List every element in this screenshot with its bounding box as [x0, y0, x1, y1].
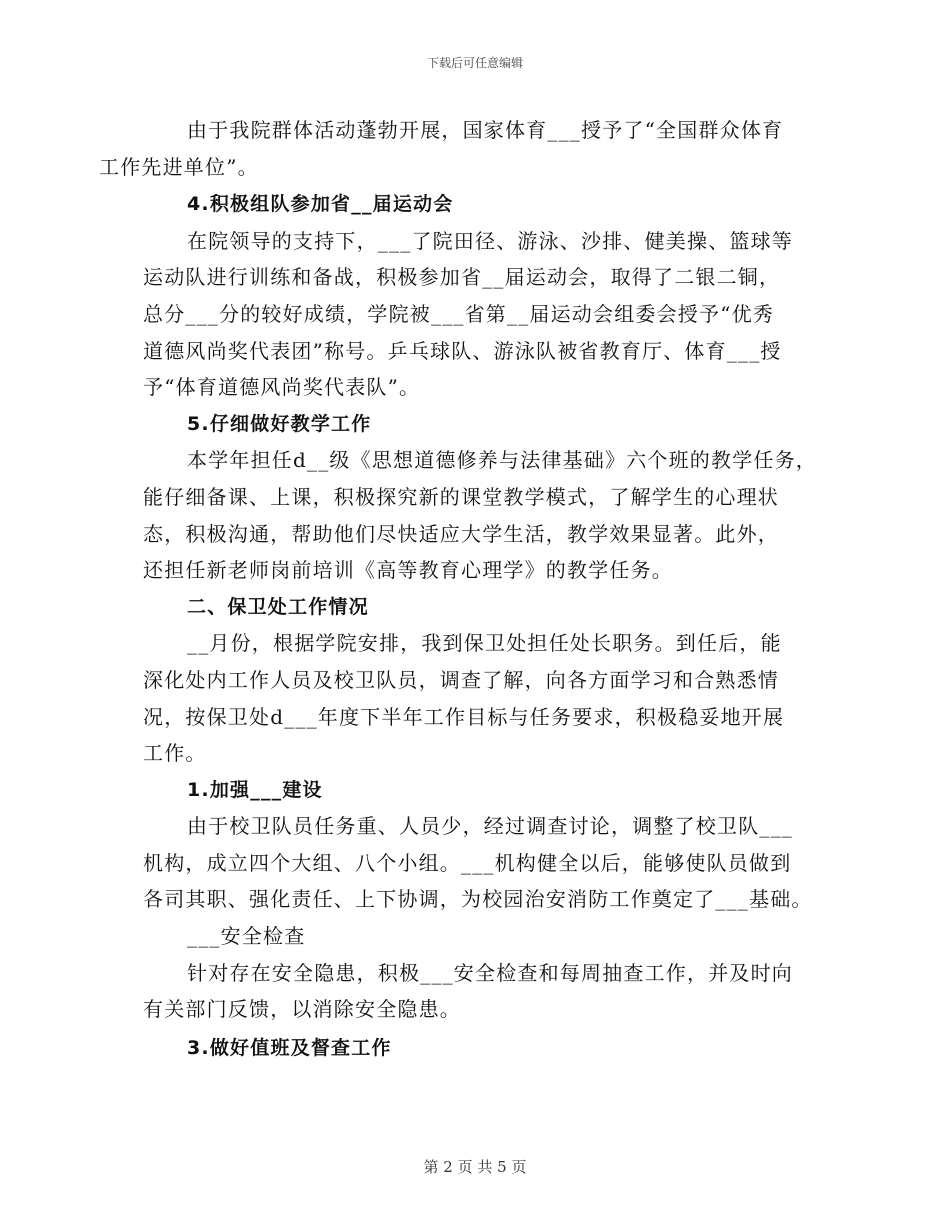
text-line: 道德风尚奖代表团”称号。乒乓球队、游泳队被省教育厅、体育___授: [143, 338, 782, 363]
text-line: 运动队进行训练和备战，积极参加省__届运动会，取得了二银二铜，: [143, 265, 781, 290]
heading-text: 1.加强___建设: [187, 778, 323, 801]
section-heading-1: [143, 772, 823, 809]
paragraph-5: [143, 808, 823, 918]
text-line: 工作先进单位”。: [99, 154, 259, 179]
text-line: ___安全检查: [187, 924, 306, 949]
paragraph-1: [99, 112, 823, 185]
text-line: 机构，成立四个大组、八个小组。___机构健全以后，能够使队员做到: [143, 850, 792, 875]
text-line: 工作。: [143, 741, 207, 766]
text-line: 针对存在安全隐患，积极___安全检查和每周抽查工作，并及时向: [187, 960, 793, 985]
text-line: 能仔细备课、上课，积极探究新的课堂教学模式，了解学生的心理状: [143, 484, 779, 509]
text-line: 各司其职、强化责任、上下协调，为校园治安消防工作奠定了___基础。: [143, 887, 813, 912]
text-line: 由于我院群体活动蓬勃开展，国家体育___授予了“全国群众体育: [187, 118, 784, 142]
heading-text: 二、保卫处工作情况: [187, 595, 369, 618]
text-line: 总分___分的较好成绩，学院被___省第__届运动会组委会授予“优秀: [143, 301, 775, 326]
text-line: 由于校卫队员任务重、人员少，经过调查讨论，调整了校卫队___: [187, 814, 793, 839]
text-line: 本学年担任d__级《思想道德修养与法律基础》六个班的教学任务，: [187, 448, 818, 473]
paragraph-3: [143, 442, 823, 588]
paragraph-7: [143, 955, 823, 1028]
text-line: __月份，根据学院安排，我到保卫处担任处长职务。到任后，能: [187, 631, 782, 656]
page-number: 第 2 页 共 5 页: [423, 1158, 527, 1176]
paragraph-2: [143, 223, 823, 406]
paragraph-6: [143, 918, 823, 955]
section-heading-5: [143, 406, 823, 443]
text-line: 还担任新老师岗前培训《高等教育心理学》的教学任务。: [143, 558, 673, 583]
document-body: [99, 112, 823, 1066]
section-heading-3: [143, 1030, 823, 1067]
header-note: 下载后可任意编辑: [426, 56, 523, 70]
text-line: 况，按保卫处d___年度下半年工作目标与任务要求，积极稳妥地开展: [143, 704, 785, 729]
paragraph-4: [143, 625, 823, 771]
text-line: 予“体育道德风尚奖代表队”。: [143, 375, 421, 400]
heading-text: 4.积极组队参加省__届运动会: [187, 193, 454, 216]
text-line: 深化处内工作人员及校卫队员，调查了解，向各方面学习和合熟悉情: [143, 667, 779, 692]
text-line: 在院领导的支持下，___了院田径、游泳、沙排、健美操、篮球等: [187, 228, 793, 253]
heading-text: 3.做好值班及督查工作: [187, 1036, 392, 1059]
section-heading-4: [143, 186, 823, 223]
heading-text: 5.仔细做好教学工作: [187, 412, 372, 435]
text-line: 态，积极沟通，帮助他们尽快适应大学生活，教学效果显著。此外，: [143, 521, 779, 546]
section-heading-security: [143, 589, 823, 626]
text-line: 有关部门反馈，以消除安全隐患。: [143, 997, 461, 1022]
